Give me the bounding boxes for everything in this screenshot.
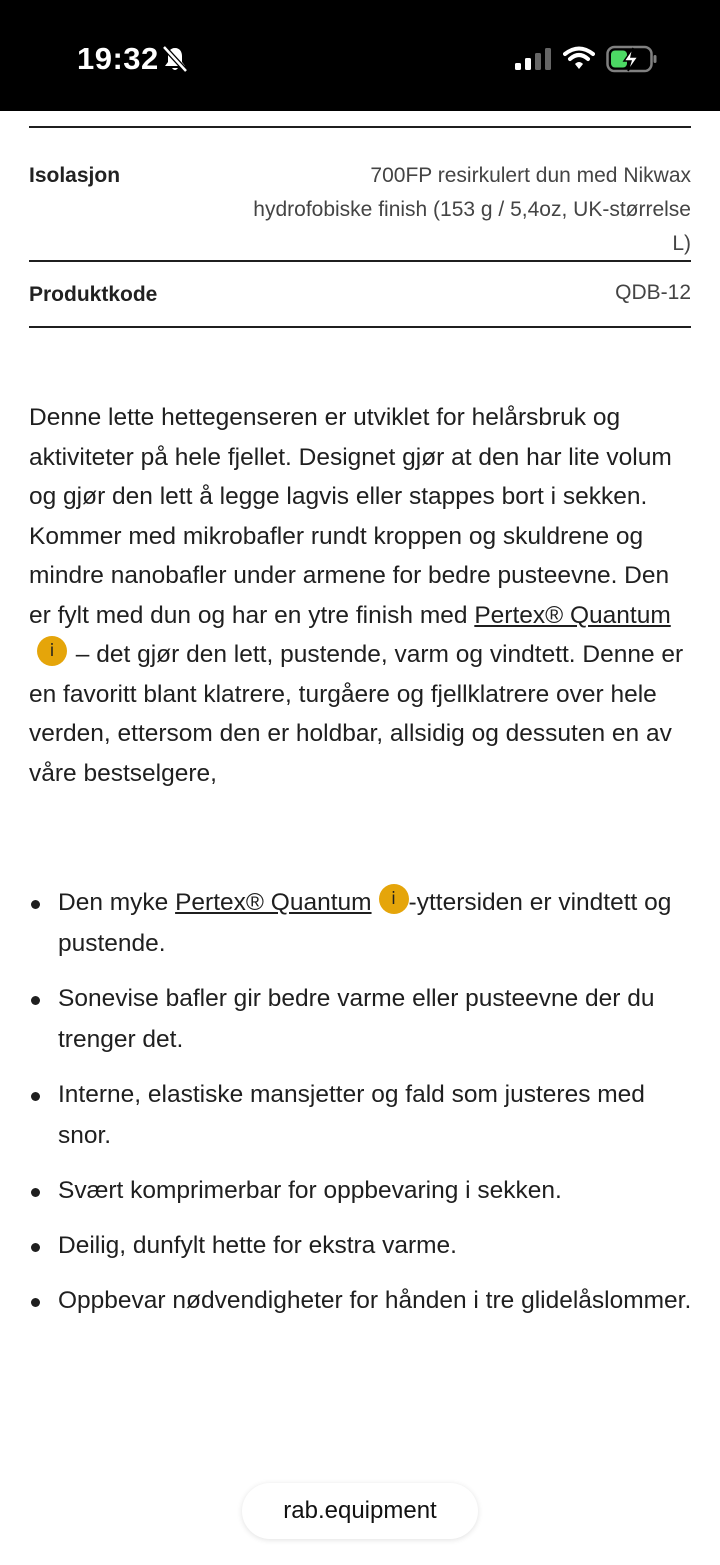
- list-item: [29, 882, 693, 964]
- divider: [29, 326, 691, 328]
- status-time: 19:32: [77, 41, 159, 76]
- feature-list: [29, 882, 693, 1335]
- spec-value: [191, 159, 691, 261]
- info-icon[interactable]: i: [37, 636, 67, 666]
- battery-charging-icon: [606, 45, 658, 73]
- signal-icon: [515, 48, 553, 70]
- spec-table: [29, 111, 691, 328]
- address-bar[interactable]: rab.equipment: [242, 1483, 478, 1539]
- feature-text: Den myke: [58, 889, 176, 916]
- description-text: – det gjør den lett, pustende, varm og vindtett. Denne er en favoritt blant klatrere, turgåere og fjellklatrere over hele verden, ettersom den er holdbar, allsidig og dessuten en av våre bestselgere,: [29, 641, 684, 787]
- pertex-quantum-link[interactable]: Pertex® Quantum: [175, 889, 372, 916]
- spec-label: Isolasjon: [29, 164, 121, 187]
- spec-label: Produktkode: [29, 283, 158, 306]
- list-item: Deilig, dunfylt hette for ekstra varme.: [29, 1225, 693, 1266]
- bell-slash-icon: [160, 44, 190, 74]
- list-item: Oppbevar nødvendigheter for hånden i tre glidelåslommer.: [29, 1280, 693, 1321]
- list-item: Interne, elastiske mansjetter og fald som justeres med snor.: [29, 1074, 693, 1156]
- list-item: Sonevise bafler gir bedre varme eller pusteevne der du trenger det.: [29, 978, 693, 1060]
- spec-value-line: L): [672, 232, 691, 255]
- description-text: Denne lette hettegenseren er utviklet for helårsbruk og aktiviteter på hele fjellet. Designet gjør at den har lite volum og gjør den lett å legge lagvis eller stappes bort i sekken. Kommer med mikrobafler rundt kroppen og skuldrene og mindre nanobafler under armene for bedre pusteevne. Den er fylt med dun og har en ytre finish med: [29, 404, 672, 629]
- wifi-icon: [563, 46, 595, 70]
- list-item: Svært komprimerbar for oppbevaring i sekken.: [29, 1170, 693, 1211]
- spec-row-insulation: [29, 128, 691, 260]
- feature-text: -yttersiden er vindtett og pustende.: [58, 889, 672, 957]
- spec-value-line: hydrofobiske finish (153 g / 5,4oz, UK-størrelse: [253, 198, 691, 221]
- spec-value: QDB-12: [615, 281, 691, 304]
- spec-value-line: 700FP resirkulert dun med Nikwax: [370, 164, 691, 187]
- status-bar: [0, 0, 720, 111]
- spec-row-product-code: [29, 262, 691, 326]
- info-icon[interactable]: i: [379, 884, 409, 914]
- pertex-quantum-link[interactable]: Pertex® Quantum: [474, 601, 671, 629]
- product-description: [29, 398, 693, 793]
